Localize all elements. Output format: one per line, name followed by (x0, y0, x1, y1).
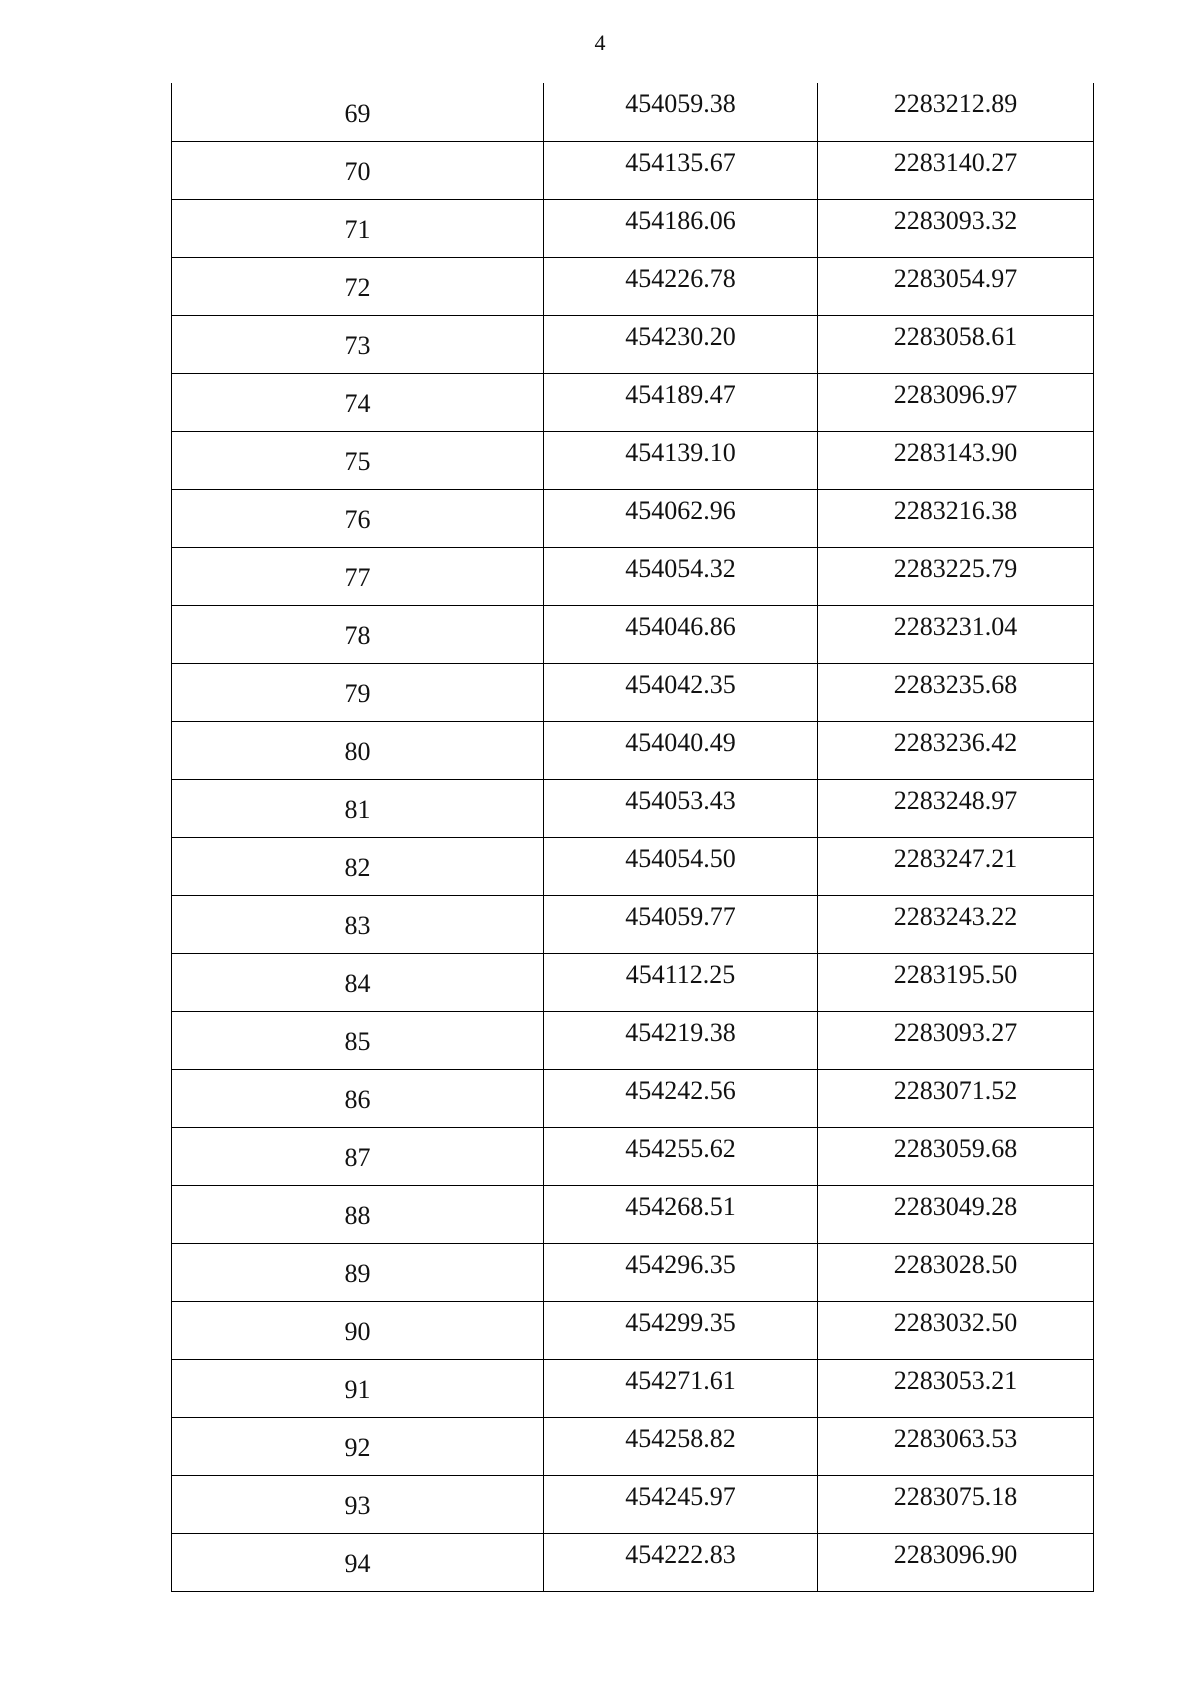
point-number-cell: 72 (172, 257, 544, 315)
table-row (172, 1359, 1094, 1417)
x-coordinate-cell: 454299.35 (544, 1301, 818, 1359)
table-row (172, 1243, 1094, 1301)
y-coordinate-cell: 2283225.79 (818, 547, 1094, 605)
point-number-cell: 84 (172, 953, 544, 1011)
point-number-cell: 91 (172, 1359, 544, 1417)
table-row (172, 953, 1094, 1011)
y-coordinate-cell: 2283248.97 (818, 779, 1094, 837)
coordinates-table (171, 83, 1094, 1592)
point-number-cell: 94 (172, 1533, 544, 1591)
x-coordinate-cell: 454059.77 (544, 895, 818, 953)
y-coordinate-cell: 2283059.68 (818, 1127, 1094, 1185)
table-row (172, 663, 1094, 721)
x-coordinate-cell: 454112.25 (544, 953, 818, 1011)
y-coordinate-cell: 2283195.50 (818, 953, 1094, 1011)
table-row (172, 779, 1094, 837)
point-number-cell: 92 (172, 1417, 544, 1475)
point-number-cell: 71 (172, 199, 544, 257)
table-row (172, 199, 1094, 257)
point-number-cell: 83 (172, 895, 544, 953)
table-row (172, 547, 1094, 605)
table-row (172, 257, 1094, 315)
table-row (172, 837, 1094, 895)
table-row (172, 431, 1094, 489)
y-coordinate-cell: 2283096.97 (818, 373, 1094, 431)
y-coordinate-cell: 2283075.18 (818, 1475, 1094, 1533)
table-row (172, 1301, 1094, 1359)
point-number-cell: 81 (172, 779, 544, 837)
x-coordinate-cell: 454054.32 (544, 547, 818, 605)
x-coordinate-cell: 454186.06 (544, 199, 818, 257)
x-coordinate-cell: 454258.82 (544, 1417, 818, 1475)
x-coordinate-cell: 454059.38 (544, 83, 818, 141)
point-number-cell: 80 (172, 721, 544, 779)
y-coordinate-cell: 2283231.04 (818, 605, 1094, 663)
point-number-cell: 79 (172, 663, 544, 721)
y-coordinate-cell: 2283093.27 (818, 1011, 1094, 1069)
y-coordinate-cell: 2283071.52 (818, 1069, 1094, 1127)
table-row (172, 895, 1094, 953)
x-coordinate-cell: 454255.62 (544, 1127, 818, 1185)
page-number: 4 (594, 30, 606, 55)
y-coordinate-cell: 2283140.27 (818, 141, 1094, 199)
x-coordinate-cell: 454230.20 (544, 315, 818, 373)
x-coordinate-cell: 454189.47 (544, 373, 818, 431)
y-coordinate-cell: 2283028.50 (818, 1243, 1094, 1301)
y-coordinate-cell: 2283216.38 (818, 489, 1094, 547)
table-row (172, 83, 1094, 141)
point-number-cell: 90 (172, 1301, 544, 1359)
y-coordinate-cell: 2283243.22 (818, 895, 1094, 953)
x-coordinate-cell: 454226.78 (544, 257, 818, 315)
x-coordinate-cell: 454219.38 (544, 1011, 818, 1069)
y-coordinate-cell: 2283143.90 (818, 431, 1094, 489)
table-row (172, 1417, 1094, 1475)
y-coordinate-cell: 2283032.50 (818, 1301, 1094, 1359)
x-coordinate-cell: 454222.83 (544, 1533, 818, 1591)
point-number-cell: 82 (172, 837, 544, 895)
x-coordinate-cell: 454042.35 (544, 663, 818, 721)
point-number-cell: 70 (172, 141, 544, 199)
point-number-cell: 85 (172, 1011, 544, 1069)
point-number-cell: 78 (172, 605, 544, 663)
x-coordinate-cell: 454046.86 (544, 605, 818, 663)
table-row (172, 489, 1094, 547)
y-coordinate-cell: 2283049.28 (818, 1185, 1094, 1243)
point-number-cell: 89 (172, 1243, 544, 1301)
x-coordinate-cell: 454040.49 (544, 721, 818, 779)
x-coordinate-cell: 454053.43 (544, 779, 818, 837)
point-number-cell: 87 (172, 1127, 544, 1185)
point-number-cell: 76 (172, 489, 544, 547)
y-coordinate-cell: 2283058.61 (818, 315, 1094, 373)
x-coordinate-cell: 454271.61 (544, 1359, 818, 1417)
x-coordinate-cell: 454062.96 (544, 489, 818, 547)
x-coordinate-cell: 454296.35 (544, 1243, 818, 1301)
table-row (172, 605, 1094, 663)
point-number-cell: 69 (172, 83, 544, 141)
y-coordinate-cell: 2283096.90 (818, 1533, 1094, 1591)
table-row (172, 721, 1094, 779)
x-coordinate-cell: 454242.56 (544, 1069, 818, 1127)
y-coordinate-cell: 2283063.53 (818, 1417, 1094, 1475)
table-row (172, 1011, 1094, 1069)
table-row (172, 1127, 1094, 1185)
table-row (172, 141, 1094, 199)
x-coordinate-cell: 454135.67 (544, 141, 818, 199)
point-number-cell: 74 (172, 373, 544, 431)
x-coordinate-cell: 454139.10 (544, 431, 818, 489)
table-row (172, 1533, 1094, 1591)
table-row (172, 1069, 1094, 1127)
point-number-cell: 93 (172, 1475, 544, 1533)
point-number-cell: 86 (172, 1069, 544, 1127)
table-row (172, 373, 1094, 431)
coordinates-table-body (172, 83, 1094, 1591)
y-coordinate-cell: 2283235.68 (818, 663, 1094, 721)
x-coordinate-cell: 454268.51 (544, 1185, 818, 1243)
x-coordinate-cell: 454054.50 (544, 837, 818, 895)
point-number-cell: 73 (172, 315, 544, 373)
table-row (172, 315, 1094, 373)
x-coordinate-cell: 454245.97 (544, 1475, 818, 1533)
y-coordinate-cell: 2283212.89 (818, 83, 1094, 141)
y-coordinate-cell: 2283053.21 (818, 1359, 1094, 1417)
point-number-cell: 75 (172, 431, 544, 489)
table-row (172, 1185, 1094, 1243)
y-coordinate-cell: 2283236.42 (818, 721, 1094, 779)
point-number-cell: 77 (172, 547, 544, 605)
y-coordinate-cell: 2283247.21 (818, 837, 1094, 895)
table-row (172, 1475, 1094, 1533)
point-number-cell: 88 (172, 1185, 544, 1243)
y-coordinate-cell: 2283054.97 (818, 257, 1094, 315)
y-coordinate-cell: 2283093.32 (818, 199, 1094, 257)
